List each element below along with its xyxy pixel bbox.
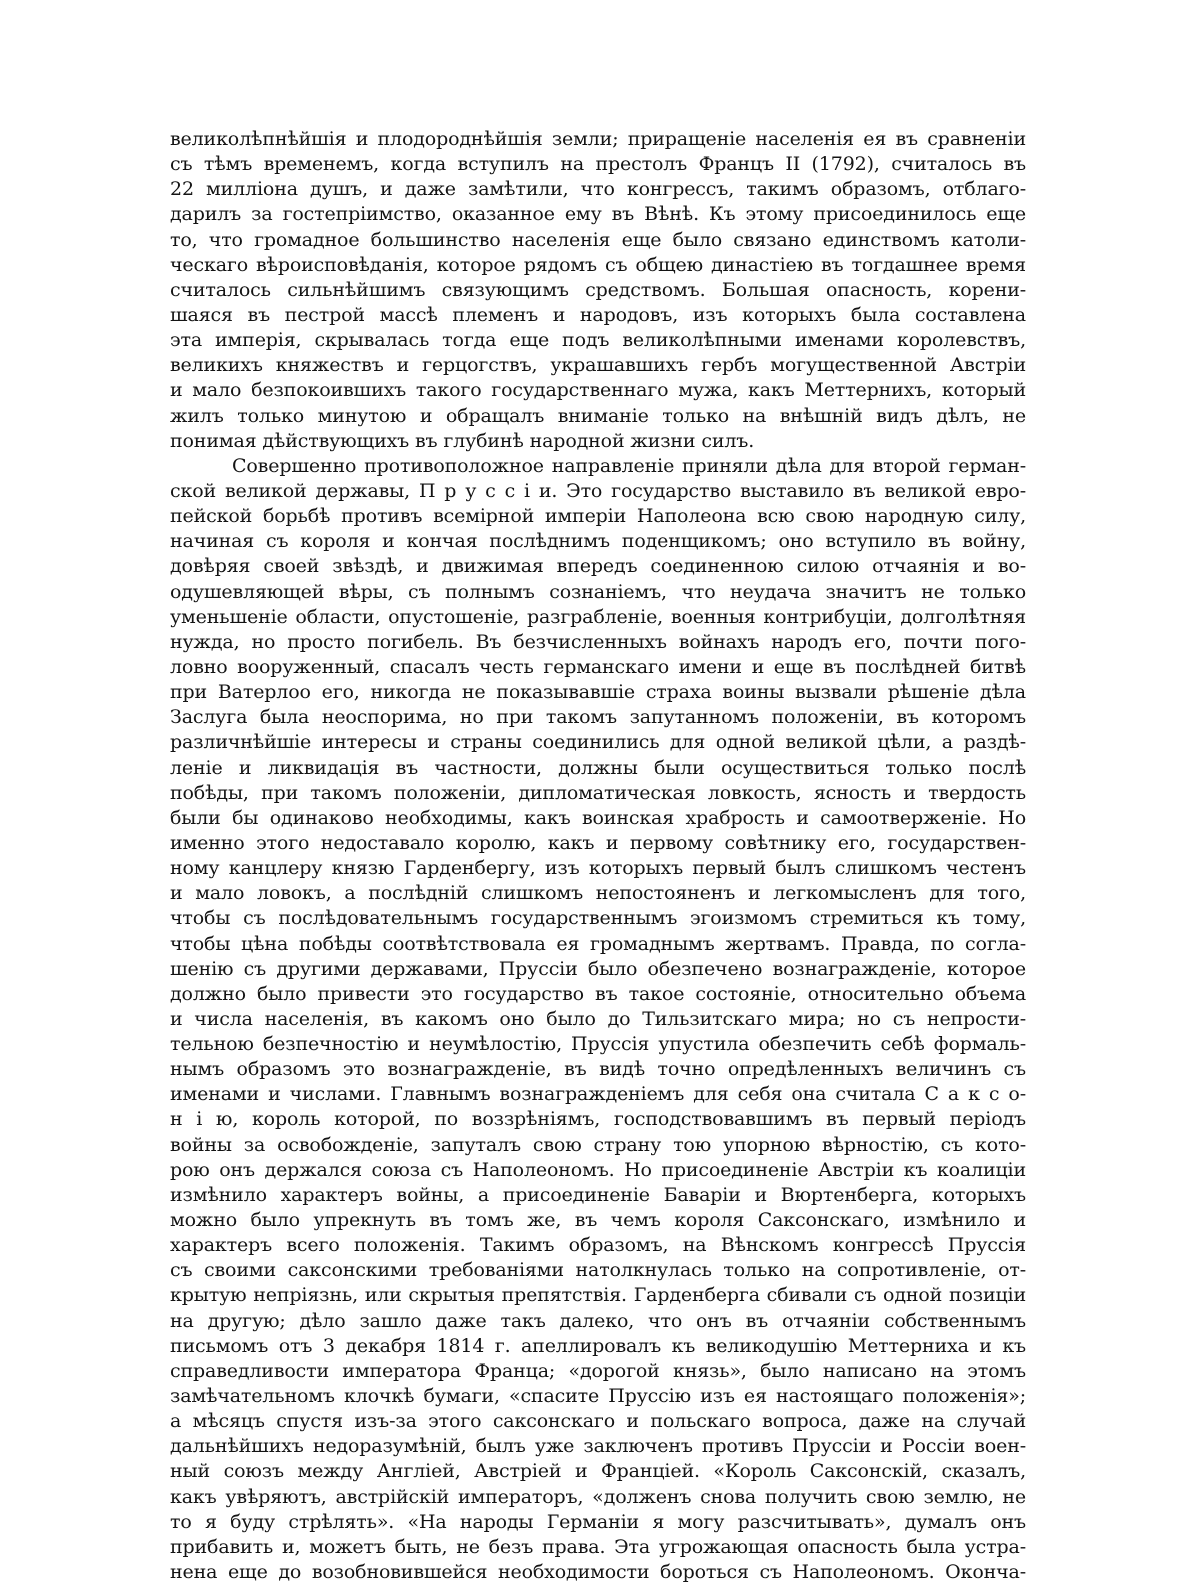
text-line: считалось сильнѣйшимъ связующимъ средствомъ. Большая опасность, корени- — [170, 278, 1026, 301]
text-line: съ своими саксонскими требованіями натолкнулась только на сопротивленіе, от- — [170, 1259, 1026, 1282]
text-line: леніе и ликвидація въ частности, должны были осуществиться только послѣ — [170, 756, 1026, 779]
paragraph — [170, 454, 1026, 1585]
text-line: чтобы съ послѣдовательнымъ государственнымъ эгоизмомъ стремиться къ тому, — [170, 907, 1026, 930]
text-line: войны за освобожденіе, запуталъ свою страну тою упорною вѣрностію, съ кото- — [170, 1133, 1026, 1156]
text-line: съ тѣмъ временемъ, когда вступилъ на престолъ Францъ II (1792), считалось въ — [170, 153, 1026, 176]
text-line: прибавить и, можетъ быть, не безъ права. Эта угрожающая опасность была устра- — [170, 1535, 1026, 1558]
text-line: можно было упрекнуть въ томъ же, въ чемъ короля Саксонскаго, измѣнило и — [170, 1209, 1026, 1232]
text-line: шаяся въ пестрой массѣ племенъ и народовъ, изъ которыхъ была составлена — [170, 303, 1026, 326]
text-line: именами и числами. Главнымъ вознагражденіемъ для себя она считала С а к с о- — [170, 1083, 1026, 1106]
text-line: эта имперія, скрывалась тогда еще подъ великолѣпными именами королевствъ, — [170, 329, 1026, 352]
text-line: дальнѣйшихъ недоразумѣній, былъ уже заключенъ противъ Пруссіи и Россіи воен- — [170, 1435, 1026, 1458]
text-line: были бы одинаково необходимы, какъ воинская храбрость и самоотверженіе. Но — [170, 806, 1026, 829]
text-line: н і ю, король которой, по воззрѣніямъ, господствовавшимъ въ первый періодъ — [170, 1108, 1026, 1131]
text-line: одушевляющей вѣры, съ полнымъ сознаніемъ, что неудача значитъ не только — [170, 580, 1026, 603]
text-line: уменьшеніе области, опустошеніе, разграбленіе, военныя контрибуціи, долголѣтняя — [170, 605, 1026, 628]
text-line: и мало безпокоившихъ такого государственнаго мужа, какъ Меттернихъ, который — [170, 379, 1026, 402]
text-line: ный союзъ между Англіей, Австріей и Франціей. «Король Саксонскій, сказалъ, — [170, 1460, 1026, 1483]
text-line: именно этого недоставало королю, какъ и первому совѣтнику его, государствен- — [170, 831, 1026, 854]
text-line: нена еще до возобновившейся необходимости бороться съ Наполеономъ. Оконча- — [170, 1561, 1026, 1584]
text-line: различнѣйшіе интересы и страны соединились для одной великой цѣли, а раздѣ- — [170, 731, 1026, 754]
text-line: справедливости императора Франца; «дорогой князь», было написано на этомъ — [170, 1359, 1026, 1382]
text-line: характеръ всего положенія. Такимъ образомъ, на Вѣнскомъ конгрессѣ Пруссія — [170, 1234, 1026, 1257]
text-line: а мѣсяцъ спустя изъ-за этого саксонскаго и польскаго вопроса, даже на случай — [170, 1410, 1026, 1433]
text-line: ческаго вѣроисповѣданія, которое рядомъ съ общею династіею въ тогдашнее время — [170, 253, 1026, 276]
text-line: то, что громадное большинство населенія еще было связано единствомъ католи- — [170, 228, 1026, 251]
text-line: при Ватерлоо его, никогда не показывавшіе страха воины вызвали рѣшеніе дѣла — [170, 681, 1026, 704]
text-line: ловно вооруженный, спасалъ честь германскаго имени и еще въ послѣдней битвѣ — [170, 655, 1026, 678]
text-line: великихъ княжествъ и герцогствъ, украшавшихъ гербъ могущественной Австріи — [170, 354, 1026, 377]
text-line: должно было привести это государство въ такое состояніе, относительно объема — [170, 982, 1026, 1005]
text-line: ному канцлеру князю Гарденбергу, изъ которыхъ первый былъ слишкомъ честенъ — [170, 857, 1026, 880]
text-line: побѣды, при такомъ положеніи, дипломатическая ловкость, ясность и твердость — [170, 781, 1026, 804]
text-line: пейской борьбѣ противъ всемірной имперіи Наполеона всю свою народную силу, — [170, 505, 1026, 528]
text-line: нужда, но просто погибель. Въ безчисленныхъ войнахъ народъ его, почти пого- — [170, 630, 1026, 653]
text-line: какъ увѣряютъ, австрійскій императоръ, «долженъ снова получить свою землю, не — [170, 1485, 1026, 1508]
text-line: ской великой державы, П р у с с і и. Это государство выставило въ великой евро- — [170, 479, 1026, 502]
body-text — [170, 127, 1026, 1585]
text-line: тельною безпечностію и неумѣлостію, Пруссія упустила обезпечить себѣ формаль- — [170, 1033, 1026, 1056]
text-line: и числа населенія, въ какомъ оно было до Тильзитскаго мира; но съ непрости- — [170, 1007, 1026, 1030]
text-line: замѣчательномъ клочкѣ бумаги, «спасите Пруссію изъ ея настоящаго положенія»; — [170, 1385, 1026, 1408]
text-line: письмомъ отъ 3 декабря 1814 г. апеллировалъ къ великодушію Меттерниха и къ — [170, 1334, 1026, 1357]
paragraph — [170, 127, 1026, 454]
text-line: то я буду стрѣлять». «На народы Германіи я могу разсчитывать», думалъ онъ — [170, 1510, 1026, 1533]
text-line: Заслуга была неоспорима, но при такомъ запутанномъ положеніи, въ которомъ — [170, 706, 1026, 729]
text-line: начиная съ короля и кончая послѣднимъ поденщикомъ; оно вступило въ войну, — [170, 530, 1026, 553]
text-line: рою онъ держался союза съ Наполеономъ. Но присоединеніе Австріи къ коалиціи — [170, 1158, 1026, 1181]
text-line: чтобы цѣна побѣды соотвѣтствовала ея громаднымъ жертвамъ. Правда, по согла- — [170, 932, 1026, 955]
text-line: и мало ловокъ, а послѣдній слишкомъ непостояненъ и легкомысленъ для того, — [170, 882, 1026, 905]
text-line: 22 милліона душъ, и даже замѣтили, что конгрессъ, такимъ образомъ, отблаго- — [170, 178, 1026, 201]
text-line: великолѣпнѣйшія и плодороднѣйшія земли; приращеніе населенія ея въ сравненіи — [170, 128, 1026, 150]
text-line: измѣнило характеръ войны, а присоединеніе Баваріи и Вюртенберга, которыхъ — [170, 1183, 1026, 1206]
text-line: Совершенно противоположное направленіе приняли дѣла для второй герман- — [232, 454, 1026, 477]
text-line: дарилъ за гостепріимство, оказанное ему въ Вѣнѣ. Къ этому присоединилось еще — [170, 203, 1026, 226]
text-line: на другую; дѣло зашло даже такъ далеко, что онъ въ отчаяніи собственнымъ — [170, 1309, 1026, 1332]
text-line: понимая дѣйствующихъ въ глубинѣ народной жизни силъ. — [170, 429, 755, 452]
text-line: нымъ образомъ это вознагражденіе, въ видѣ точно опредѣленныхъ величинъ съ — [170, 1058, 1026, 1081]
text-line: жилъ только минутою и обращалъ вниманіе только на внѣшній видъ дѣлъ, не — [170, 404, 1026, 427]
text-line: крытую непріязнь, или скрытыя препятствія. Гарденберга сбивали съ одной позиціи — [170, 1284, 1026, 1307]
text-line: довѣряя своей звѣздѣ, и движимая впередъ соединенною силою отчаянія и во- — [170, 555, 1026, 578]
text-line: шенію съ другими державами, Пруссіи было обезпечено вознагражденіе, которое — [170, 957, 1026, 980]
